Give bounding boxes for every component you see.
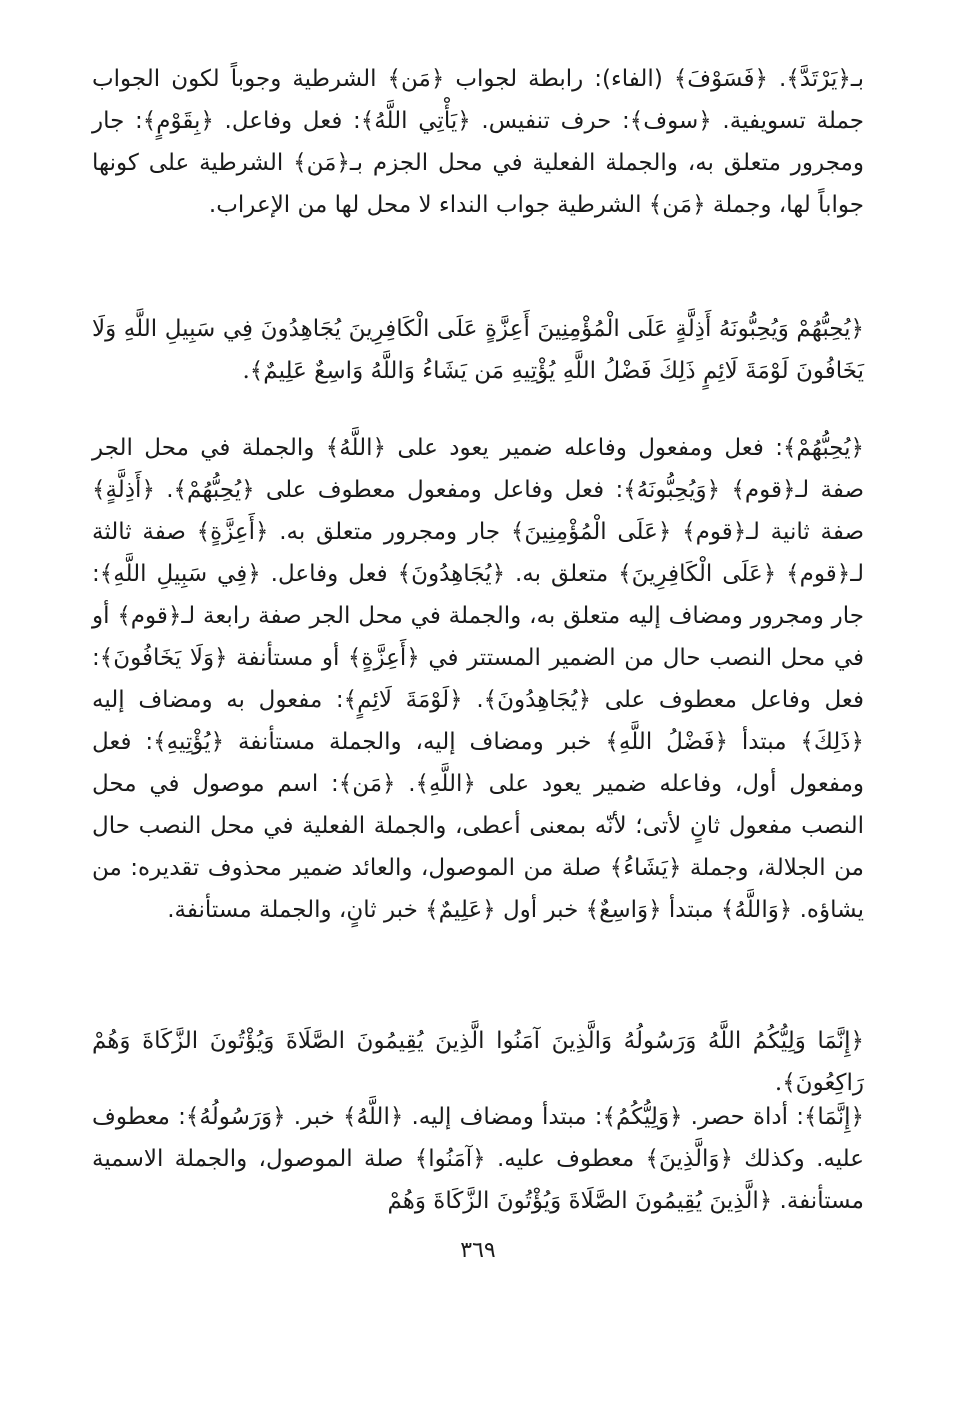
quran-verse-1: ﴿يُحِبُّهُمْ وَيُحِبُّونَهُ أَذِلَّةٍ عَلَى الْمُؤْمِنِينَ أَعِزَّةٍ عَلَى الْكَافِرِينَ يُجَاهِدُونَ فِي سَبِيلِ اللَّهِ وَلَا يَخَافُونَ لَوْمَةَ لَائِمٍ ذَلِكَ فَضْلُ اللَّهِ يُؤْتِيهِ مَن يَشَاءُ وَاللَّهُ وَاسِعٌ عَلِيمٌ﴾. [92,316,864,384]
paragraph-3: ﴿إِنَّمَا﴾: أداة حصر. ﴿وَلِيُّكُمُ﴾: مبتدأ ومضاف إليه. ﴿اللَّهُ﴾ خبر. ﴿وَرَسُولُهُ﴾: معطوف عليه. وكذلك ﴿وَالَّذِينَ﴾ معطوف عليه. ﴿آمَنُوا﴾ صلة الموصول، والجملة الاسمية مستأنفة. ﴿الَّذِينَ يُقِيمُونَ الصَّلَاةَ وَيُؤْتُونَ الزَّكَاةَ وَهُمْ [92,1104,864,1214]
paragraph-2: ﴿يُحِبُّهُمْ﴾: فعل ومفعول وفاعله ضمير يعود على ﴿اللَّهُ﴾ والجملة في محل الجر صفة لـ﴿قوم﴾ ﴿وَيُحِبُّونَهُ﴾: فعل وفاعل ومفعول معطوف على ﴿يُحِبُّهُمْ﴾. ﴿أَذِلَّةٍ﴾ صفة ثانية لـ﴿قوم﴾ ﴿عَلَى الْمُؤْمِنِينَ﴾ جار ومجرور متعلق به. ﴿أَعِزَّةٍ﴾ صفة ثالثة لـ﴿قوم﴾ ﴿عَلَى الْكَافِرِينَ﴾ متعلق به. ﴿يُجَاهِدُونَ﴾ فعل وفاعل. ﴿فِي سَبِيلِ اللَّهِ﴾: جار ومجرور ومضاف إليه متعلق به، والجملة في محل الجر صفة رابعة لـ﴿قوم﴾ أو في محل النصب حال من الضمير المستتر في ﴿أَعِزَّةٍ﴾ أو مستأنفة ﴿وَلَا يَخَافُونَ﴾: فعل وفاعل معطوف على ﴿يُجَاهِدُونَ﴾. ﴿لَوْمَةَ لَائِمٍ﴾: مفعول به ومضاف إليه ﴿ذَلِكَ﴾ مبتدأ ﴿فَضْلُ اللَّهِ﴾ خبر ومضاف إليه، والجملة مستأنفة ﴿يُؤْتِيهِ﴾: فعل ومفعول أول، وفاعله ضمير يعود على ﴿اللَّهِ﴾. ﴿مَن﴾: اسم موصول في محل النصب مفعول ثانٍ لأتى؛ لأنّه بمعنى أعطى، والجملة الفعلية في محل النصب حال من الجلالة، وجملة ﴿يَشَاءُ﴾ صلة من الموصول، والعائد ضمير محذوف تقديره: من يشاؤه. ﴿وَاللَّهُ﴾ مبتدأ ﴿وَاسِعٌ﴾ خبر أول ﴿عَلِيمٌ﴾ خبر ثانٍ، والجملة مستأنفة. [92,435,864,923]
paragraph-1: بـ﴿يَرْتَدَّ﴾. ﴿فَسَوْفَ﴾ (الفاء): رابطة لجواب ﴿مَن﴾ الشرطية وجوباً لكون الجواب جملة تسويفية. ﴿سوف﴾: حرف تنفيس. ﴿يَأْتِي اللَّهُ﴾: فعل وفاعل. ﴿بِقَوْمٍ﴾: جار ومجرور متعلق به، والجملة الفعلية في محل الجزم بـ﴿مَن﴾ الشرطية على كونها جواباً لها، وجملة ﴿مَن﴾ الشرطية جواب النداء لا محل لها من الإعراب. [92,66,864,218]
quran-verse-2: ﴿إِنَّمَا وَلِيُّكُمُ اللَّهُ وَرَسُولُهُ وَالَّذِينَ آمَنُوا الَّذِينَ يُقِيمُونَ الصَّلَاةَ وَيُؤْتُونَ الزَّكَاةَ وَهُمْ رَاكِعُونَ﴾. [92,1028,864,1096]
page-number: ٣٦٩ [460,1238,496,1263]
